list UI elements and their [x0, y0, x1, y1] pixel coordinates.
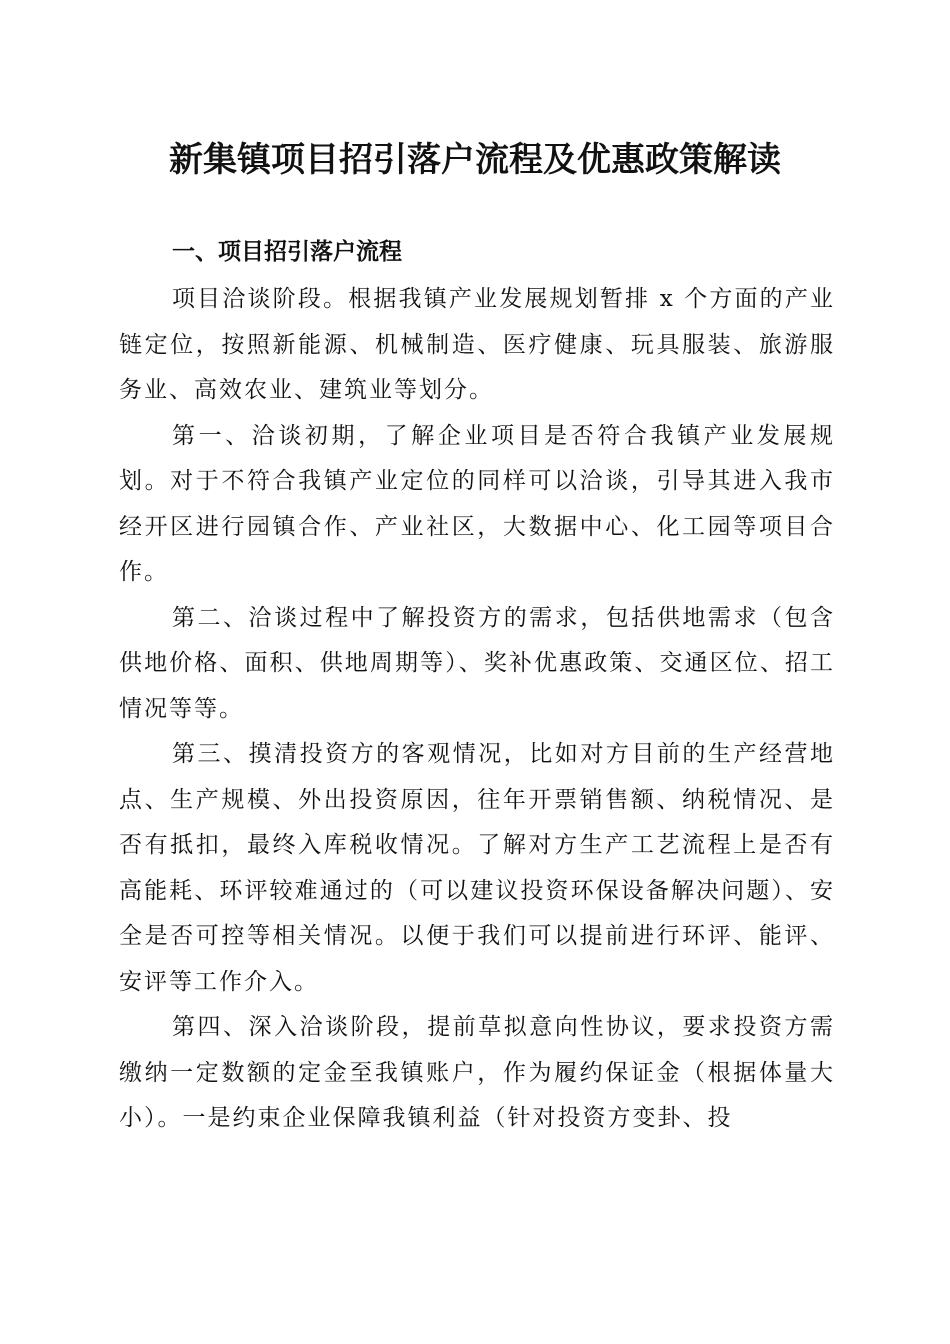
section-heading: 一、项目招引落户流程 — [172, 239, 402, 265]
paragraph-step-three: 第三、摸清投资方的客观情况，比如对方目前的生产经营地点、生产规模、外出投资原因，往年开票销售额、纳税情况、是否有抵扣，最终入库税收情况。了解对方生产工艺流程上是否有高能耗、环评较难通过的（可以建议投资环保设备解决问题）、安全是否可控等相关情况。以便于我们可以提前进行环评、能评、安评等工作介入。 — [119, 741, 835, 995]
paragraph-step-one: 第一、洽谈初期，了解企业项目是否符合我镇产业发展规划。对于不符合我镇产业定位的同样可以洽谈，引导其进入我市经开区进行园镇合作、产业社区，大数据中心、化工园等项目合作。 — [119, 422, 835, 585]
document-body — [119, 277, 835, 1142]
document-title: 新集镇项目招引落户流程及优惠政策解读 — [169, 140, 781, 180]
paragraph-step-two: 第二、洽谈过程中了解投资方的需求，包括供地需求（包含供地价格、面积、供地周期等）、奖补优惠政策、交通区位、招工情况等等。 — [119, 604, 835, 722]
paragraph-negotiation-stage: 项目洽谈阶段。根据我镇产业发展规划暂排 x 个方面的产业链定位，按照新能源、机械制造、医疗健康、玩具服装、旅游服务业、高效农业、建筑业等划分。 — [119, 286, 835, 403]
paragraph-step-four: 第四、深入洽谈阶段，提前草拟意向性协议，要求投资方需缴纳一定数额的定金至我镇账户，作为履约保证金（根据体量大小）。一是约束企业保障我镇利益（针对投资方变卦、投 — [119, 1014, 835, 1131]
